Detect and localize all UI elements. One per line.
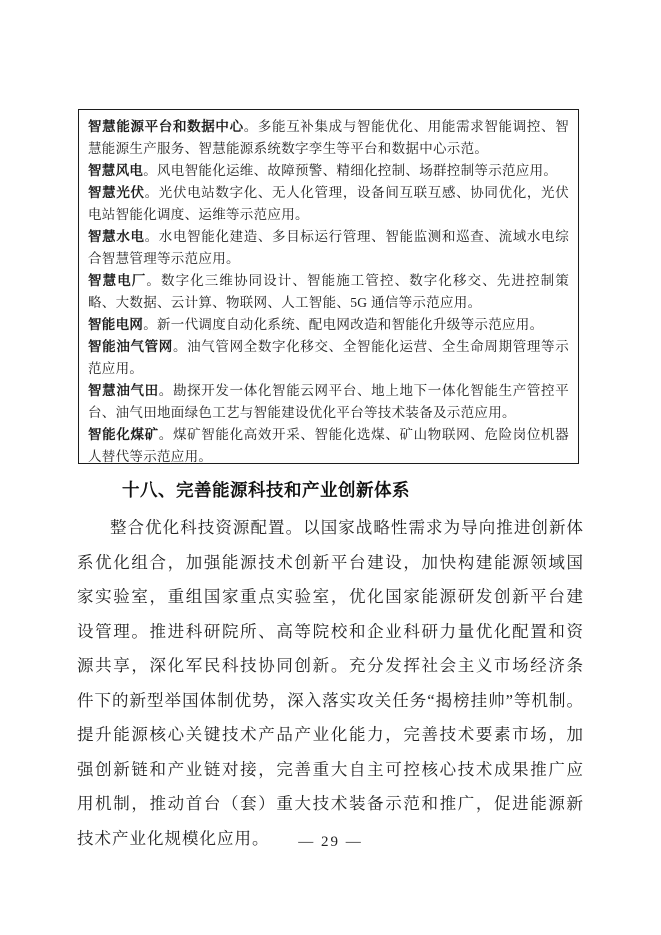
smart-energy-demo-box xyxy=(78,109,579,464)
box-item-desc: 。勘探开发一体化智能云网平台、地上地下一体化智能生产管控平台、油气田地面绿色工艺与智能建设优化平台等技术装备及示范应用。 xyxy=(88,383,570,420)
box-item-term: 智慧油气田 xyxy=(88,383,159,398)
box-item-smart-grid xyxy=(88,314,569,336)
box-item-desc: 。风电智能化运维、故障预警、精细化控制、场群控制等示范应用。 xyxy=(143,163,558,178)
box-item-desc: 。多能互补集成与智能优化、用能需求智能调控、智慧能源生产服务、智慧能源系统数字孪生等平台和数据中心示范。 xyxy=(88,119,569,156)
box-item-desc: 。光伏电站数字化、无人化管理，设备间互联互感、协同优化，光伏电站智能化调度、运维等示范应用。 xyxy=(88,185,570,222)
box-item-smart-pipeline xyxy=(88,336,569,380)
box-item-term: 智慧水电 xyxy=(88,229,145,244)
box-item-term: 智慧能源平台和数据中心 xyxy=(88,119,244,134)
box-item-smart-plant xyxy=(88,270,569,314)
box-item-energy-platform xyxy=(88,116,569,160)
box-item-desc: 。新一代调度自动化系统、配电网改造和智能化升级等示范应用。 xyxy=(143,317,544,332)
box-item-desc: 。油气管网全数字化移交、全智能化运营、全生命周期管理等示范应用。 xyxy=(88,339,569,376)
box-item-smart-oilfield xyxy=(88,380,569,424)
box-item-smart-coalmine xyxy=(88,424,569,468)
section-paragraph: 整合优化科技资源配置。以国家战略性需求为导向推进创新体系优化组合，加强能源技术创新平台建设，加快构建能源领域国家实验室，重组国家重点实验室，优化国家能源研发创新平台建设管理。推进科研院所、高等院校和企业科研力量优化配置和资源共享，深化军民科技协同创新。充分发挥社会主义市场经济条件下的新型举国体制优势，深入落实攻关任务“揭榜挂帅”等机制。提升能源核心关键技术产品产业化能力，完善技术要素市场，加强创新链和产业链对接，完善重大自主可控核心技术成果推广应用机制，推动首台（套）重大技术装备示范和推广，促进能源新技术产业化规模化应用。 xyxy=(77,518,584,848)
page-number: — 29 — xyxy=(298,834,363,850)
box-item-term: 智能化煤矿 xyxy=(88,427,159,442)
box-item-smart-wind xyxy=(88,160,569,182)
box-item-desc: 。数字化三维协同设计、智能施工管控、数字化移交、先进控制策略、大数据、云计算、物联网、人工智能、5G 通信等示范应用。 xyxy=(88,273,569,310)
box-item-desc: 。水电智能化建造、多目标运行管理、智能监测和巡查、流域水电综合智慧管理等示范应用。 xyxy=(88,229,570,266)
box-item-desc: 。煤矿智能化高效开采、智能化选煤、矿山物联网、危险岗位机器人替代等示范应用。 xyxy=(88,427,570,464)
box-item-term: 智能电网 xyxy=(88,317,144,332)
section-heading: 十八、完善能源科技和产业创新体系 xyxy=(122,480,410,500)
box-item-smart-pv xyxy=(88,182,569,226)
box-item-smart-hydro xyxy=(88,226,569,270)
box-item-term: 智慧电厂 xyxy=(88,273,147,288)
box-item-term: 智能油气管网 xyxy=(88,339,173,354)
box-item-term: 智慧光伏 xyxy=(88,185,145,200)
box-item-term: 智慧风电 xyxy=(88,163,144,178)
